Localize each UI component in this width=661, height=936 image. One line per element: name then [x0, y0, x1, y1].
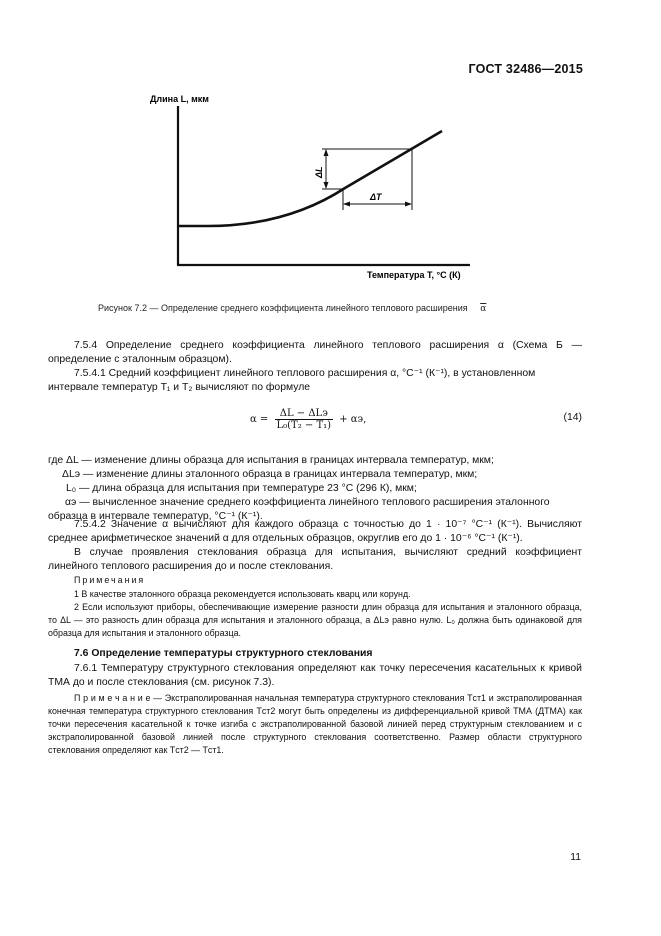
- formula-tail: + αэ,: [339, 414, 367, 425]
- formula-numerator: ΔL − ΔLэ: [275, 408, 334, 420]
- section-7-6-heading: 7.6 Определение температуры структурного стеклования: [74, 648, 373, 659]
- page-number: 11: [570, 852, 581, 863]
- standard-header: ГОСТ 32486—2015: [468, 62, 583, 76]
- delta-l-arrow-up: [324, 149, 329, 156]
- formula-lhs: α =: [250, 414, 269, 425]
- formula-number: (14): [563, 412, 582, 423]
- paragraph-7-5-4: 7.5.4 Определение среднего коэффициента линейного теплового расширения α (Схема Б — определение с эталонным образцом).: [48, 340, 582, 366]
- formula-14: [250, 408, 366, 431]
- delta-t-arrow-right: [405, 202, 412, 207]
- x-axis-label: Температура T, °С (К): [367, 270, 461, 280]
- caption-symbol: $\overline{\alpha}$: [480, 304, 487, 314]
- paragraph-7-6-1: 7.6.1 Температуру структурного стеклования определяют как точку пересечения касательных к кривой ТМА до и после стеклования (см. рисунок 7.3).: [48, 663, 582, 689]
- where-line-4b: образца в интервале температур, °С⁻¹ (К⁻¹).: [48, 511, 263, 522]
- notes-title: Примечания: [74, 575, 146, 585]
- note-2: 2 Если используют приборы, обеспечивающие измерение разности длин образца для испытания и эталонного образца, то ΔL — это разность длин образца для испытания и эталонного образца, а ΔLэ равно нулю. L₀ должна быть одинаковой для образца для испытания и эталонного образца.: [48, 602, 582, 638]
- figure-7-2: [130, 82, 490, 292]
- note-7-6-1: П р и м е ч а н и е — Экстраполированная начальная температура структурного стеклования Tст1 и экстраполированная конечная температура структурного стеклования Tст2 могут быть определены из дифференциальной кривой ТМА (ДТМА) как точки пересечения касательной к точке изгиба с экстраполированной базовой линией перед структурным стеклованием и с экстраполированной базовой линией после структурного стеклования соответственно. Размер области структурного стеклования определяют как Tст2 — Tст1.: [48, 693, 582, 755]
- paragraph-7-5-4-1-line1: 7.5.4.1 Средний коэффициент линейного теплового расширения α, °С⁻¹ (К⁻¹), в установленном: [74, 368, 536, 379]
- formula-denominator: L₀(T₂ − T₁): [276, 420, 332, 431]
- delta-t-arrow-left: [343, 202, 350, 207]
- paragraph-7-5-4-1-line2: интервале температур T₁ и T₂ вычисляют по формуле: [48, 382, 311, 393]
- where-line-4: αэ — вычисленное значение среднего коэффициента линейного теплового расширения эталонного: [65, 497, 550, 508]
- caption-text: Рисунок 7.2 — Определение среднего коэффициента линейного теплового расширения: [98, 303, 468, 313]
- note-1: 1 В качестве эталонного образца рекомендуется использовать кварц или корунд.: [74, 589, 411, 599]
- where-line-1: где ΔL — изменение длины образца для испытания в границах интервала температур, мкм;: [48, 455, 494, 466]
- formula-fraction: [275, 408, 334, 431]
- delta-l-label: ΔL: [314, 166, 324, 178]
- paragraph-7-5-4-2: 7.5.4.2 Значение α вычисляют для каждого образца с точностью до 1 · 10⁻⁷ °С⁻¹ (К⁻¹). Вычисляют среднее арифметическое значений α для отдельных образцов, округлив его до 1 · 10⁻⁶ °С⁻¹ (К⁻¹).: [48, 519, 582, 545]
- y-axis-label: Длина L, мкм: [150, 94, 209, 104]
- delta-l-arrow-down: [324, 182, 329, 189]
- figure-caption: [98, 303, 486, 314]
- tma-curve: [178, 131, 442, 226]
- where-line-2: ΔLэ — изменение длины эталонного образца в границах интервала температур, мкм;: [62, 469, 478, 480]
- paragraph-glass-transition: В случае проявления стеклования образца для испытания, вычисляют средний коэффициент линейного теплового расширения до и после стеклования.: [48, 547, 582, 573]
- delta-t-label: ΔT: [370, 192, 382, 202]
- where-line-3: L₀ — длина образца для испытания при температуре 23 °С (296 К), мкм;: [66, 483, 417, 494]
